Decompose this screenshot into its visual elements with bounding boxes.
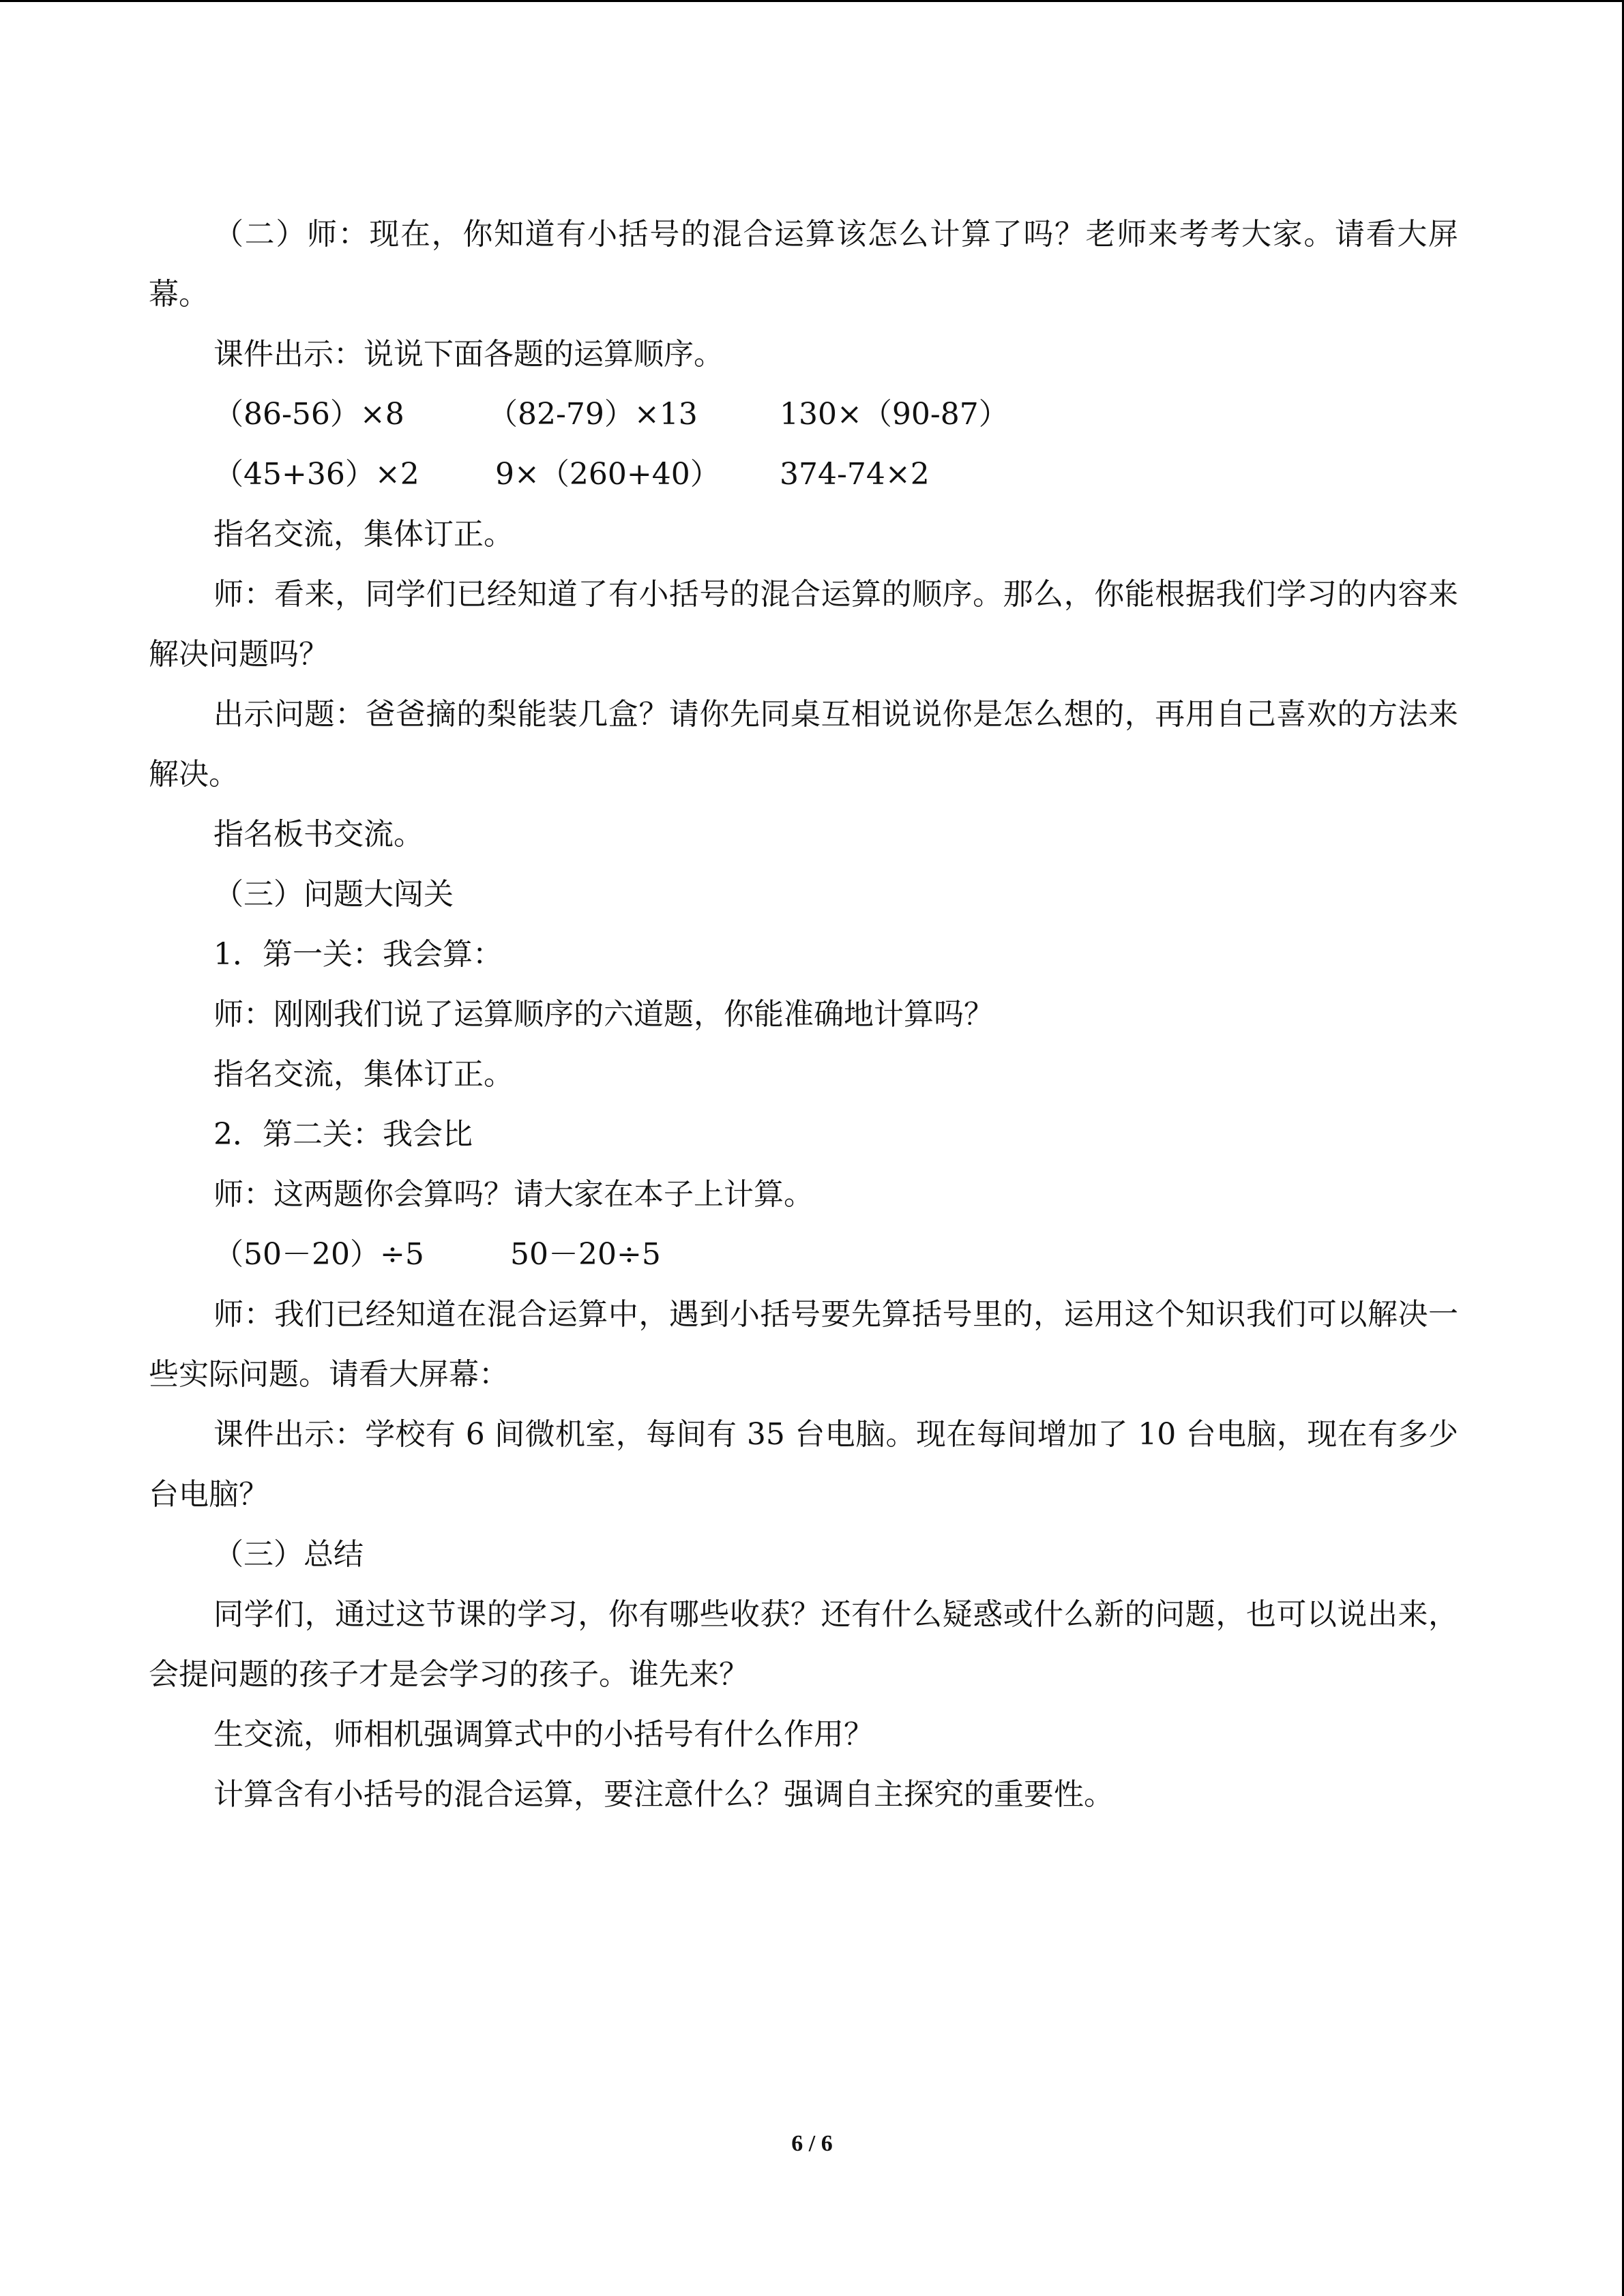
paragraph: 师：看来，同学们已经知道了有小括号的混合运算的顺序。那么，你能根据我们学习的内容来解决问题吗？ bbox=[149, 577, 1458, 672]
paragraph: 出示问题：爸爸摘的梨能装几盒？请你先同桌互相说说你是怎么想的，再用自己喜欢的方法来解决。 bbox=[149, 697, 1458, 792]
expression-row bbox=[149, 1225, 1458, 1285]
expression: （50－20）÷5 bbox=[213, 1237, 424, 1272]
expression: 50－20÷5 bbox=[510, 1237, 661, 1272]
paragraph: 指名交流，集体订正。 bbox=[213, 1057, 514, 1092]
paragraph: 课件出示：学校有 6 间微机室，每间有 35 台电脑。现在每间增加了 10 台电脑，现在有多少台电脑？ bbox=[149, 1417, 1458, 1512]
expression-row bbox=[149, 445, 1458, 505]
expression-row bbox=[149, 385, 1458, 445]
expression: 9×（260+40） bbox=[495, 457, 720, 492]
paragraph: 2．第二关：我会比 bbox=[213, 1117, 473, 1152]
paragraph: 指名板书交流。 bbox=[213, 817, 424, 852]
paragraph: 计算含有小括号的混合运算，要注意什么？强调自主探究的重要性。 bbox=[213, 1777, 1114, 1812]
page-number: 6 / 6 bbox=[791, 2131, 833, 2156]
document-body bbox=[149, 205, 1458, 1825]
paragraph: 同学们，通过这节课的学习，你有哪些收获？还有什么疑惑或什么新的问题，也可以说出来，会提问题的孩子才是会学习的孩子。谁先来？ bbox=[149, 1597, 1458, 1692]
section-heading: （三）问题大闯关 bbox=[213, 877, 454, 912]
section-heading: （三）总结 bbox=[213, 1537, 364, 1572]
paragraph: 师：我们已经知道在混合运算中，遇到小括号要先算括号里的，运用这个知识我们可以解决一些实际问题。请看大屏幕： bbox=[149, 1297, 1458, 1392]
expression: 130×（90-87） bbox=[780, 397, 1009, 432]
expression: 374-74×2 bbox=[780, 457, 930, 492]
paragraph: （二）师：现在，你知道有小括号的混合运算该怎么计算了吗？老师来考考大家。请看大屏幕。 bbox=[149, 217, 1458, 312]
expression: （86-56）×8 bbox=[213, 397, 404, 432]
paragraph: 指名交流，集体订正。 bbox=[213, 517, 514, 552]
paragraph: 课件出示：说说下面各题的运算顺序。 bbox=[213, 337, 724, 372]
paragraph: 1．第一关：我会算： bbox=[213, 937, 503, 972]
expression: （45+36）×2 bbox=[213, 457, 419, 492]
paragraph: 师：这两题你会算吗？请大家在本子上计算。 bbox=[213, 1177, 814, 1212]
paragraph: 师：刚刚我们说了运算顺序的六道题，你能准确地计算吗？ bbox=[213, 997, 994, 1032]
expression: （82-79）×13 bbox=[488, 397, 698, 432]
paragraph: 生交流，师相机强调算式中的小括号有什么作用？ bbox=[213, 1717, 874, 1752]
